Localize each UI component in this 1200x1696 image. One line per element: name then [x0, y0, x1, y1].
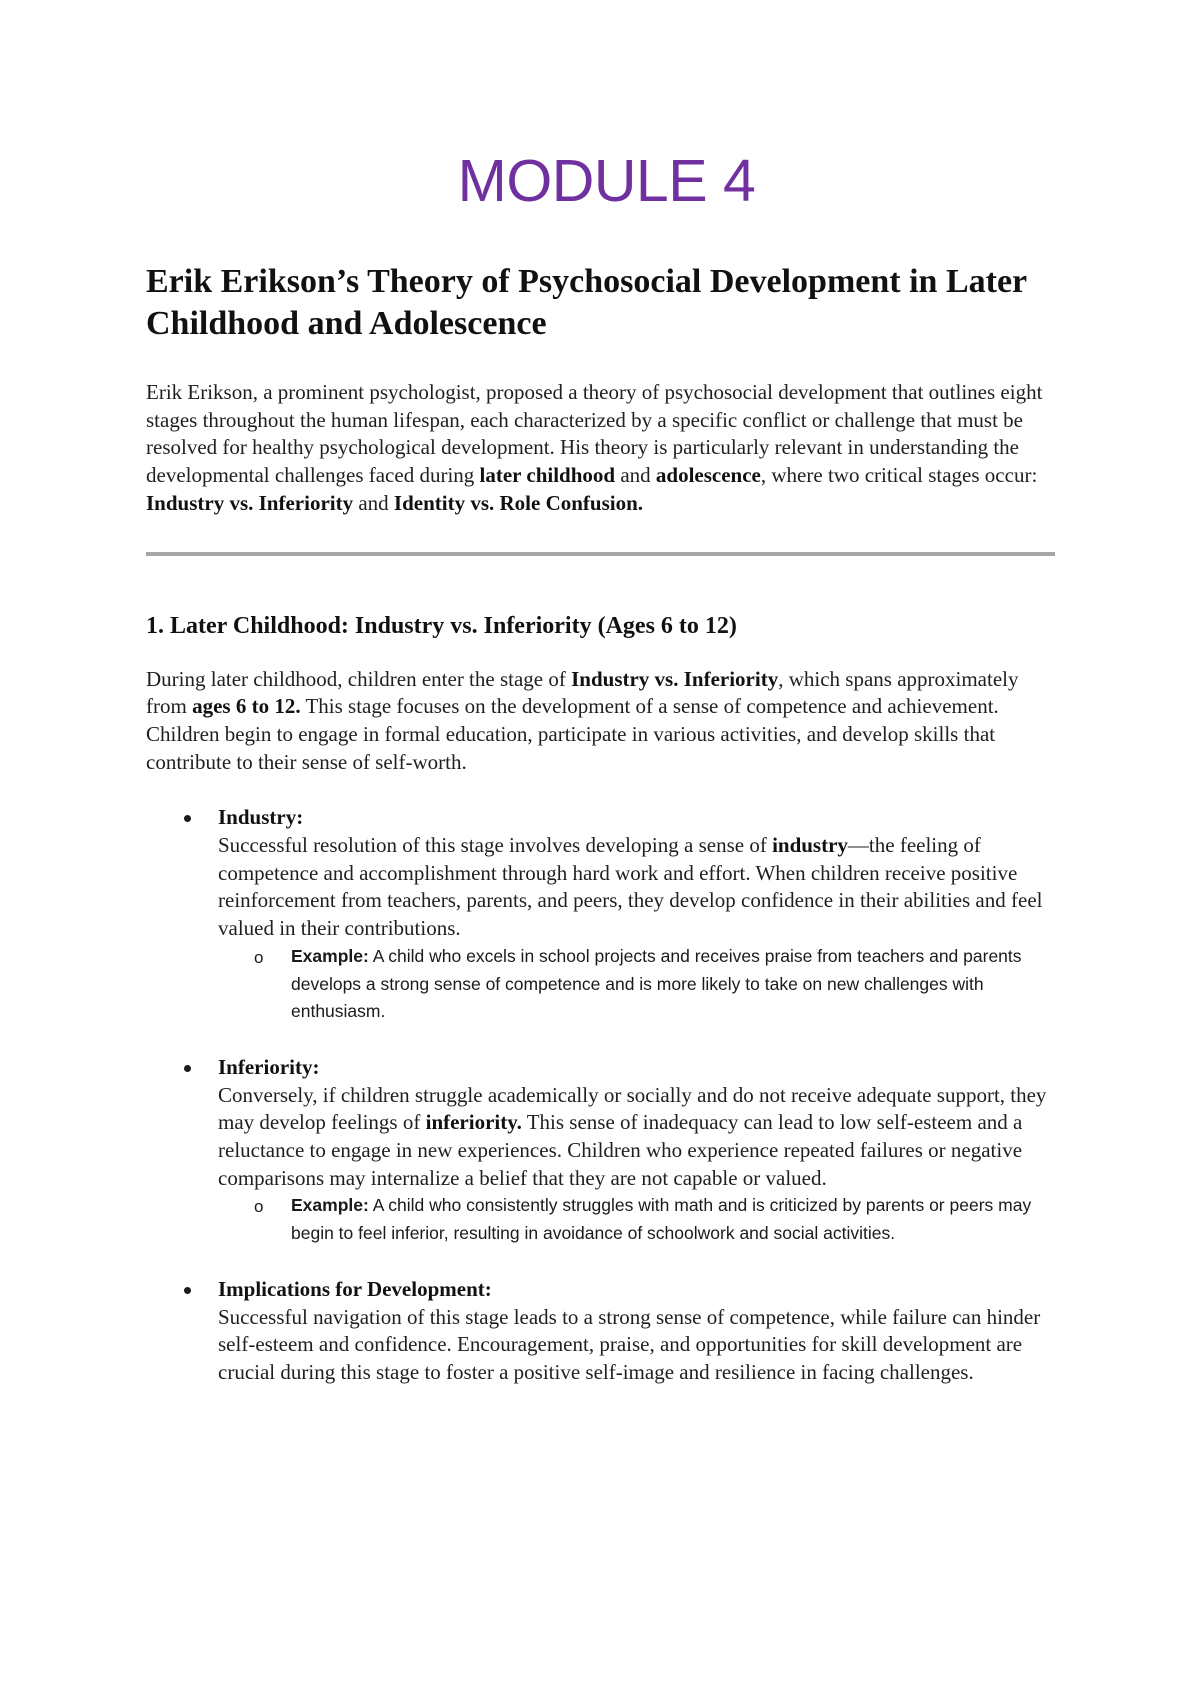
sub-list: [218, 1192, 1055, 1247]
item-text: Successful resolution of this stage involves developing a sense of industry—the feeling of competence and accomplishment through hard work and effort. When children receive positive reinforcement from teachers, parents, and peers, they develop confidence in their abilities and feel valued in their contributions.: [218, 833, 1043, 941]
circle-bullet-icon: o: [254, 1197, 264, 1217]
module-title: MODULE 4: [457, 148, 756, 214]
bullet-icon: [184, 1287, 191, 1294]
intro-paragraph: Erik Erikson, a prominent psychologist, proposed a theory of psychosocial development that outlines eight stages throughout the human lifespan, each characterized by a specific conflict or challenge that must be resolved for healthy psychological development. His theory is particularly relevant in understanding the developmental challenges faced during later childhood and adolescence, where two critical stages occur: Industry vs. Inferiority and Identity vs. Role Confusion.: [146, 380, 1043, 515]
list-item-industry: [146, 804, 1055, 1026]
item-text: Successful navigation of this stage leads to a strong sense of competence, while failure can hinder self-esteem and confidence. Encouragement, praise, and opportunities for skill development are crucial during this stage to foster a positive self-image and resilience in facing challenges.: [218, 1304, 1041, 1384]
list-item-inferiority: [146, 1054, 1055, 1248]
bullet-list: [146, 804, 1055, 1386]
item-title: Implications for Development:: [218, 1276, 492, 1301]
section-heading: 1. Later Childhood: Industry vs. Inferiority (Ages 6 to 12): [146, 612, 737, 639]
item-title: Inferiority:: [218, 1054, 320, 1079]
circle-bullet-icon: o: [254, 947, 264, 967]
section-intro-paragraph: During later childhood, children enter the stage of Industry vs. Inferiority, which spans approximately from ages 6 to 12. This stage focuses on the development of a sense of competence and achievement. Children begin to engage in formal education, participate in various activities, and develop skills that contribute to their sense of self-worth.: [146, 666, 1019, 774]
bullet-icon: [184, 1065, 191, 1072]
document-heading: Erik Erikson’s Theory of Psychosocial Development in Later Childhood and Adolescence: [146, 263, 1027, 342]
example-text: Example: A child who excels in school projects and receives praise from teachers and parents develops a strong sense of competence and is more likely to take on new challenges with enthusiasm.: [291, 945, 1022, 1022]
item-text: Conversely, if children struggle academically or socially and do not receive adequate support, they may develop feelings of inferiority. This sense of inadequacy can lead to low self-esteem and a reluctance to engage in new experiences. Children who experience repeated failures or negative comparisons may internalize a belief that they are not capable or valued.: [218, 1082, 1047, 1190]
bullet-icon: [184, 815, 191, 822]
example-item: [218, 943, 1055, 1026]
example-item: [218, 1192, 1055, 1247]
sub-list: [218, 943, 1055, 1026]
item-title: Industry:: [218, 805, 304, 830]
list-item-implications: [146, 1276, 1055, 1387]
horizontal-divider: [146, 552, 1055, 556]
example-text: Example: A child who consistently struggles with math and is criticized by parents or peers may begin to feel inferior, resulting in avoidance of schoolwork and social activities.: [291, 1195, 1032, 1244]
